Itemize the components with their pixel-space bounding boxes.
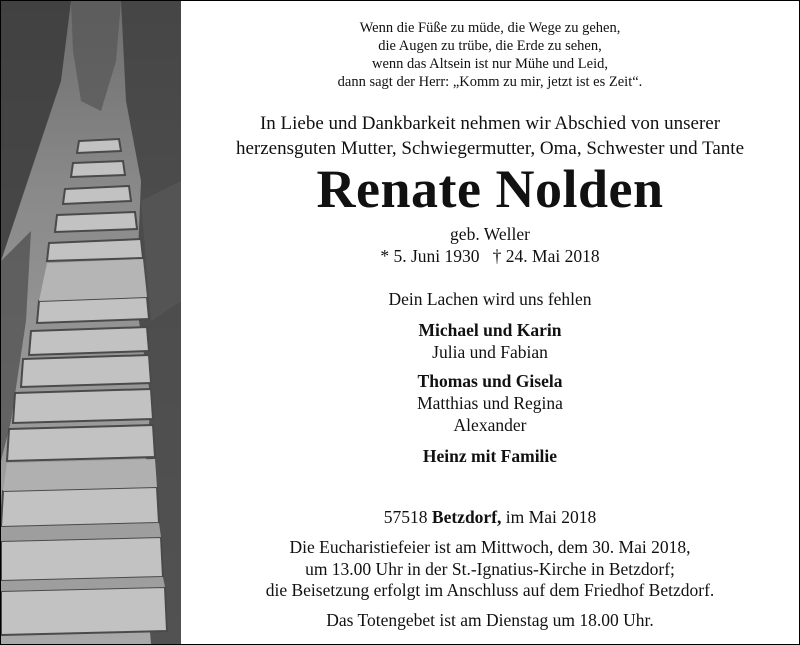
family-head: Thomas und Gisela xyxy=(417,371,563,391)
service-line: die Beisetzung erfolgt im Anschluss auf dem Friedhof Betzdorf. xyxy=(265,580,715,600)
stone-steps-photo xyxy=(1,1,181,644)
service-info xyxy=(181,537,799,602)
town: Betzdorf, xyxy=(431,507,502,527)
poem-line: die Augen zu trübe, die Erde zu sehen, xyxy=(378,38,602,54)
family-group xyxy=(181,319,799,363)
family-member: Julia und Fabian xyxy=(432,342,548,362)
prayer-info: Das Totengebet ist am Dienstag um 18.00 Uhr. xyxy=(326,610,654,630)
family-head: Michael und Karin xyxy=(418,320,562,340)
family-group xyxy=(181,370,799,436)
month-year: im Mai 2018 xyxy=(505,507,597,527)
poem xyxy=(181,19,799,91)
poem-line: dann sagt der Herr: „Komm zu mir, jetzt ist es Zeit“. xyxy=(337,74,643,90)
life-dates: * 5. Juni 1930 † 24. Mai 2018 xyxy=(380,246,600,266)
deceased-name: Renate Nolden xyxy=(316,159,664,219)
service-line: um 13.00 Uhr in der St.-Ignatius-Kirche in Betzdorf; xyxy=(305,558,675,579)
intro-line: In Liebe und Dankbarkeit nehmen wir Abschied von unserer xyxy=(259,113,721,134)
poem-line: Wenn die Füße zu müde, die Wege zu gehen, xyxy=(359,20,621,36)
intro-line: herzensguten Mutter, Schwiegermutter, Oma, Schwester und Tante xyxy=(235,138,745,159)
family-member: Matthias und Regina xyxy=(417,393,563,413)
poem-line: wenn das Altsein ist nur Mühe und Leid, xyxy=(371,56,608,72)
service-line: Die Eucharistiefeier ist am Mittwoch, dem 30. Mai 2018, xyxy=(289,537,691,557)
family-head: Heinz mit Familie xyxy=(422,446,558,466)
zip-code: 57518 xyxy=(383,507,428,527)
place-date xyxy=(181,506,799,528)
tagline: Dein Lachen wird uns fehlen xyxy=(388,289,592,309)
family-member: Alexander xyxy=(453,415,527,435)
maiden-name: geb. Weller xyxy=(450,224,530,244)
intro-text xyxy=(181,111,799,161)
family-group xyxy=(181,445,799,467)
notice-text xyxy=(181,1,799,644)
